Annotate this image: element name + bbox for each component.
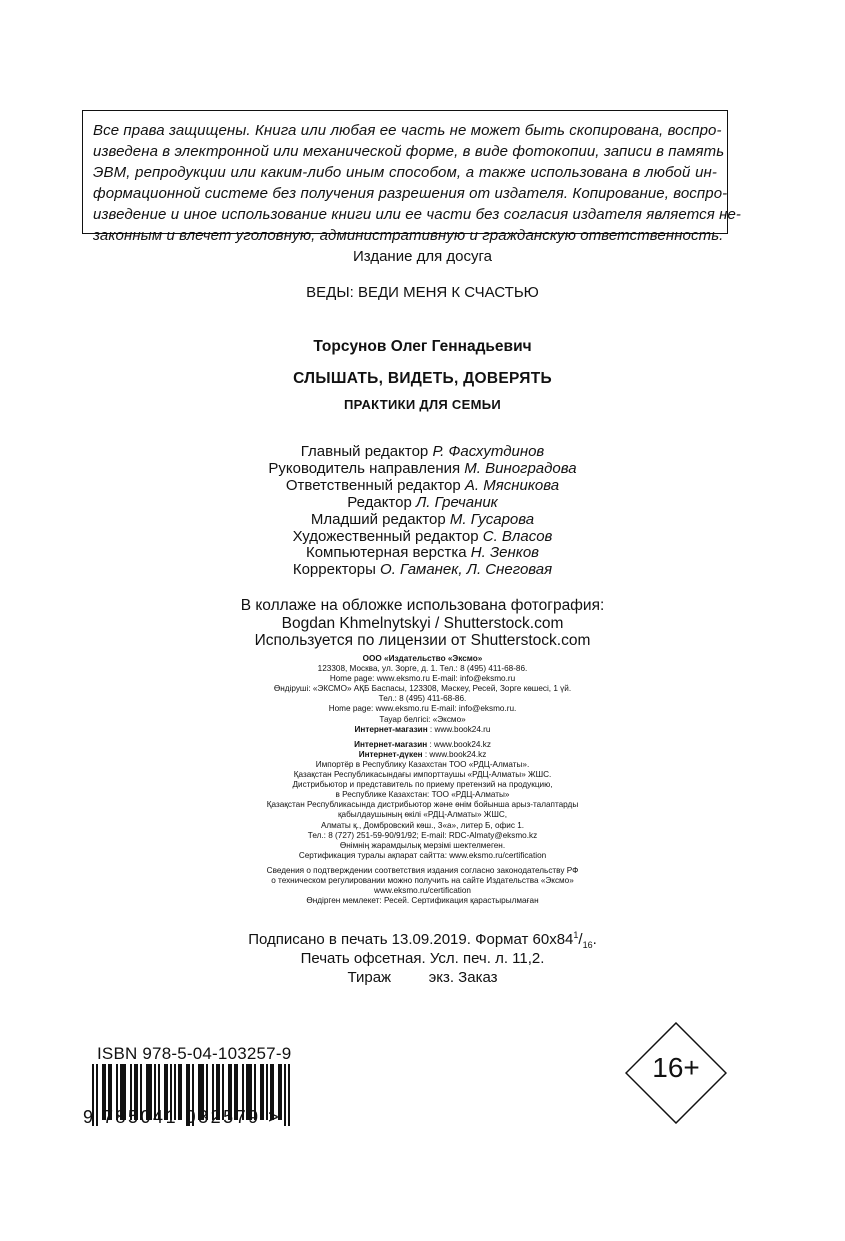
- credit-line: Редактор Л. Гречаник: [347, 493, 498, 511]
- series-name: ВЕДЫ: ВЕДИ МЕНЯ К СЧАСТЬЮ: [306, 284, 539, 301]
- importer-line: қабылдаушының өкілі «РДЦ-Алматы» ЖШС,: [337, 810, 508, 820]
- photo-credit-line: Bogdan Khmelnytskyi / Shutterstock.com: [281, 614, 564, 632]
- credit-line: Корректоры О. Гаманек, Л. Снеговая: [292, 561, 553, 579]
- importer-line: в Республике Казахстан: ТОО «РДЦ-Алматы»: [335, 790, 510, 800]
- importer-line: Импортёр в Республику Казахстан ТОО «РДЦ-Алматы».: [315, 759, 530, 769]
- publisher-web: Home page: www.eksmo.ru E-mail: info@eksmo.ru: [329, 674, 516, 684]
- copyright-line: ЭВМ, репродукции или каким-либо иным способом, а также использована в любой ин-: [93, 164, 717, 181]
- publisher-kz-address: Өндіруші: «ЭКСМО» АҚБ Баспасы, 123308, Мәскеу, Ресей, Зорге көшесі, 1 үй.: [273, 684, 572, 694]
- publisher-address: 123308, Москва, ул. Зорге, д. 1. Тел.: 8 (495) 411-68-86.: [317, 664, 528, 674]
- credit-line: Младший редактор М. Гусарова: [310, 510, 535, 528]
- printing-info: [0, 930, 845, 987]
- copyright-line: законным и влечет уголовную, административную и гражданскую ответственность.: [93, 227, 724, 244]
- importer-line: Өнімнің жарамдылық мерзімі шектелмеген.: [339, 840, 506, 850]
- copyright-line: Все права защищены. Книга или любая ее часть не может быть скопирована, воспро-: [93, 122, 722, 139]
- publisher-kz-web: Home page: www.eksmo.ru E-mail: info@eksmo.ru.: [328, 704, 517, 714]
- credit-line: Руководитель направления М. Виноградова: [268, 459, 577, 477]
- cert-line: www.eksmo.ru/certification: [374, 886, 471, 896]
- credit-line: Художественный редактор С. Власов: [292, 527, 553, 545]
- publisher-trademark: Тауар белгісі: «Эксмо»: [379, 714, 466, 724]
- importer-line: Сертификация туралы ақпарат сайтта: www.eksmo.ru/certification: [298, 850, 547, 860]
- online-shop-kz: Интернет-магазин : www.book24.kz: [354, 739, 491, 749]
- book-title: СЛЫШАТЬ, ВИДЕТЬ, ДОВЕРЯТЬ: [293, 370, 552, 387]
- print-type: Печать офсетная. Усл. печ. л. 11,2.: [300, 950, 545, 967]
- importer-line: Қазақстан Республикасында дистрибьютор және өнім бойынша арыз-талаптарды: [266, 800, 579, 810]
- edition-type: Издание для досуга: [353, 248, 492, 265]
- photo-credit-line: Используется по лицензии от Shutterstock.com: [254, 632, 591, 649]
- print-run: Тираж экз. Заказ: [347, 969, 498, 986]
- credit-line: Ответственный редактор А. Мясникова: [285, 476, 560, 494]
- credit-line: Главный редактор Р. Фасхутдинов: [300, 443, 545, 460]
- editorial-credits: [0, 444, 845, 579]
- copyright-notice-box: [82, 110, 741, 244]
- cert-line: Сведения о подтверждении соответствия издания согласно законодательству РФ: [266, 865, 579, 875]
- credit-line: Компьютерная верстка Н. Зенков: [305, 544, 540, 562]
- cert-line: Өндірген мемлекет: Ресей. Сертификация қарастырылмаған: [306, 896, 539, 906]
- publisher-name: ООО «Издательство «Эксмо»: [362, 654, 483, 663]
- author-name: Торсунов Олег Геннадьевич: [313, 338, 532, 355]
- copyright-line: формационной системе без получения разрешения от издателя. Копирование, воспро-: [93, 185, 728, 202]
- age-rating-label: 16+: [652, 1052, 700, 1083]
- signed-for-print: Подписано в печать 13.09.2019. Формат $60x84^1/_{16}$.: [248, 930, 597, 950]
- copyright-line: изведение и иное использование книги или ее части без согласия издателя является не-: [93, 206, 741, 223]
- importer-line: Қазақстан Республикасындағы импорттаушы «РДЦ-Алматы» ЖШС.: [293, 770, 552, 780]
- online-shop: Интернет-магазин : www.book24.ru: [354, 724, 491, 734]
- cert-line: о техническом регулировании можно получить на сайте Издательства «Эксмо»: [271, 875, 574, 885]
- barcode-bar: [288, 1064, 290, 1126]
- publisher-kz-phone: Тел.: 8 (495) 411-68-86.: [378, 694, 467, 704]
- photo-credit-line: В коллаже на обложке использована фотография:: [240, 597, 605, 614]
- book-subtitle: ПРАКТИКИ ДЛЯ СЕМЬИ: [343, 397, 501, 412]
- importer-line: Тел.: 8 (727) 251-59-90/91/92; E-mail: RDC-Almaty@eksmo.kz: [307, 830, 538, 840]
- isbn-label: ISBN 978-5-04-103257-9: [97, 1044, 292, 1063]
- photo-credit: [0, 597, 845, 650]
- copyright-line: изведена в электронной или механической форме, в виде фотокопии, записи в память: [93, 143, 725, 160]
- online-shop-kz2: Интернет-дүкен : www.book24.kz: [358, 749, 487, 759]
- barcode-bar: [284, 1064, 286, 1126]
- importer-line: Дистрибьютор и представитель по приему претензий на продукцию,: [292, 780, 553, 790]
- barcode-digits: 9 785041 032579 >: [83, 1107, 282, 1127]
- publisher-info: [0, 654, 845, 906]
- importer-line: Алматы қ., Домбровский көш., 3«а», литер Б, офис 1.: [320, 820, 525, 830]
